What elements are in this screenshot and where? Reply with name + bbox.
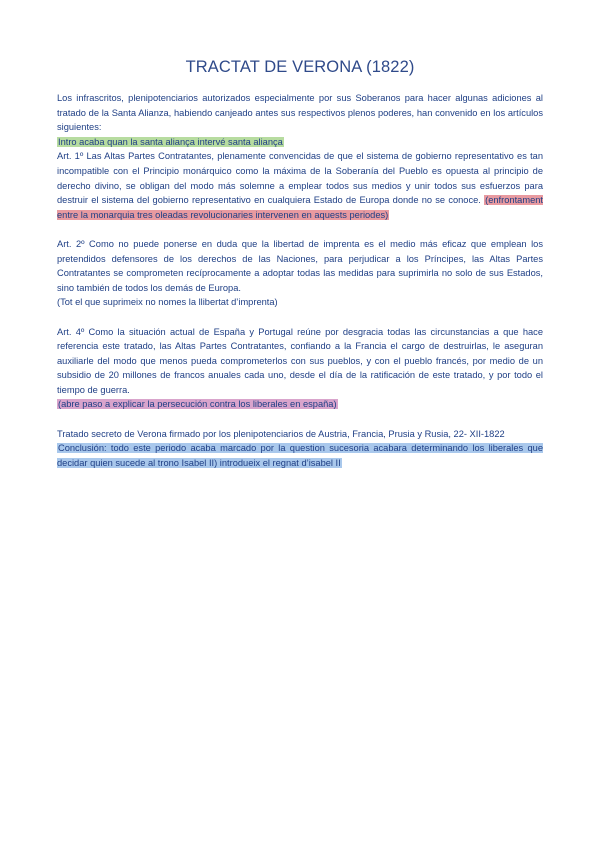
- article-1-text: Art. 1º Las Altas Partes Contratantes, plenamente convencidas de que el sistema de gobierno representativo es tan incompatible con el Principio monárquico como la máxima de la Soberanía del Pueblo es opuesta al principio de derecho divino, se obligan del modo más solemne a emplear todos sus medios y unir todos sus esfuerzos para destruir el sistema del gobierno representativo en cualquiera Estado de Europa donde no se conoce.: [57, 151, 543, 206]
- article-2-note: (Tot el que suprimeix no nomes la llibertat d’imprenta): [57, 297, 278, 308]
- spacer: [57, 222, 543, 237]
- intro-text: Los infrascritos, plenipotenciarios autorizados especialmente por sus Soberanos para hacer algunas adiciones al tratado de la Santa Alianza, habiendo canjeado antes sus respectivos plenos poderes, han convenido en los artículos siguientes:: [57, 93, 543, 133]
- intro-paragraph: [57, 91, 543, 149]
- page-title: TRACTAT DE VERONA (1822): [185, 58, 415, 76]
- intro-note-highlight: Intro acaba quan la santa aliança intervé santa aliança: [58, 136, 283, 147]
- signature-text: Tratado secreto de Verona firmado por los plenipotenciarios de Austria, Francia, Prusia y Rusia, 22- XII-1822: [57, 428, 505, 439]
- article-1-paragraph: [57, 149, 543, 222]
- spacer: [57, 310, 543, 325]
- article-1-note-highlight: (enfrontament entre la monarquia tres oleadas revolucionaries intervenen en aquests periodes): [57, 195, 543, 220]
- conclusion-highlight: Conclusión: todo este periodo acaba marcado por la question sucesoria acabara determinando los liberales que decidar quien sucede al trono Isabel II) introdueix el regnat d’isabel II: [57, 443, 543, 468]
- spacer: [57, 412, 543, 427]
- article-4-paragraph: [57, 325, 543, 413]
- article-2-text: Art. 2º Como no puede ponerse en duda que la libertad de imprenta es el medio más eficaz que emplean los pretendidos defensores de los derechos de las Naciones, para perjudicar a los Príncipes, las Altas Partes Contratantes se comprometen recíprocamente a adoptar todas las medidas para suprimirla no solo de sus Estados, sino también de todos los demás de Europa.: [57, 238, 543, 293]
- signature-paragraph: [57, 427, 543, 471]
- article-4-text: Art. 4º Como la situación actual de España y Portugal reúne por desgracia todas las circunstancias a que hace referencia este tratado, las Altas Partes Contratantes, confiando a la Francia el cargo de destruirlas, le aseguran auxiliarle del modo que menos pueda comprometerlos con sus pueblos, y con el pueblo francés, por medio de un subsidio de 20 millones de francos anuales cada uno, desde el día de la ratificación de este tratado, y por todo el tiempo de guerra.: [57, 326, 543, 395]
- document-body: [57, 91, 543, 470]
- article-2-paragraph: [57, 237, 543, 310]
- article-4-note-highlight: (abre paso a explicar la persecución contra los liberales en españa): [58, 399, 337, 410]
